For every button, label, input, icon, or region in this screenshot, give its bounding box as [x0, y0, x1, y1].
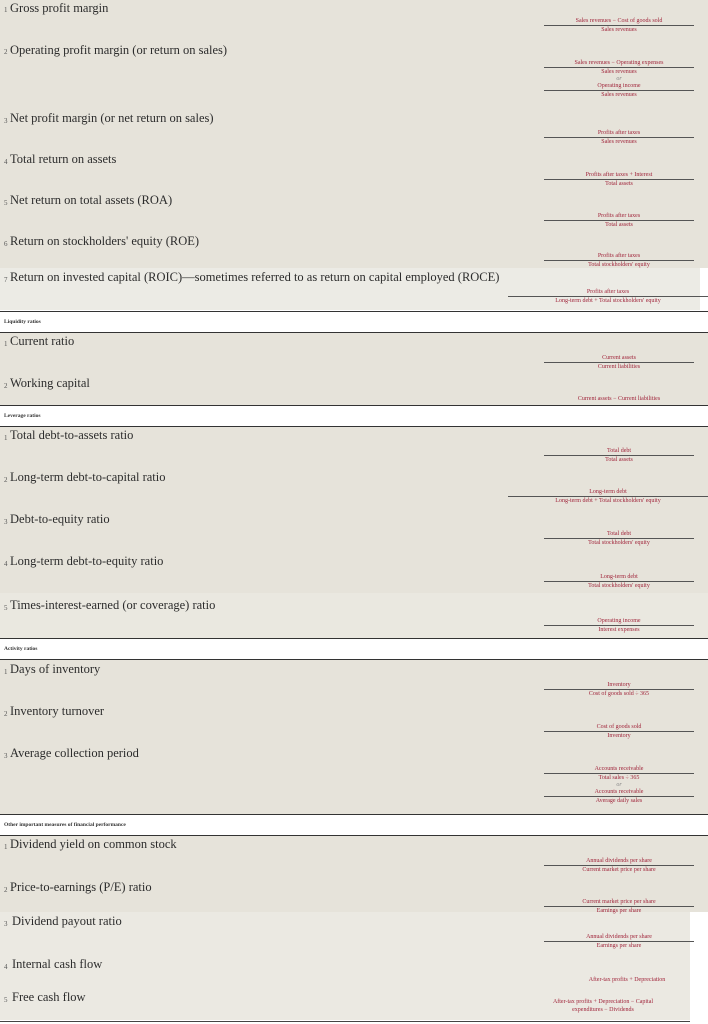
item-number: 2	[4, 382, 8, 390]
ratio-label-current-ratio: Current ratio	[10, 334, 75, 348]
ratio-label-inventory-turnover: Inventory turnover	[10, 704, 105, 718]
ratio-label-times-interest-earned: Times-interest-earned (or coverage) ratio	[10, 598, 216, 612]
ratio-label-roe: Return on stockholders' equity (ROE)	[10, 234, 200, 248]
item-number: 1	[4, 843, 8, 851]
ratio-label-net-profit-margin: Net profit margin (or net return on sales)	[10, 111, 214, 125]
formula-pe-ratio: Current market price per share Earnings per share	[544, 899, 694, 914]
item-number: 3	[4, 518, 8, 526]
section-header-activity	[0, 638, 708, 660]
formula-debt-to-assets: Total debt Total assets	[544, 448, 694, 463]
section-header-liquidity	[0, 311, 708, 333]
ratio-label-lt-debt-to-equity: Long-term debt-to-equity ratio	[10, 554, 164, 568]
ratio-label-debt-to-assets: Total debt-to-assets ratio	[10, 428, 134, 442]
item-number: 6	[4, 240, 8, 248]
formula-working-capital: Current assets − Current liabilities	[577, 396, 661, 402]
ratio-label-working-capital: Working capital	[10, 376, 90, 390]
ratio-label-pe-ratio: Price-to-earnings (P/E) ratio	[10, 880, 152, 894]
ratio-label-operating-profit-margin: Operating profit margin (or return on sales)	[10, 43, 228, 57]
item-number: 2	[4, 710, 8, 718]
item-number: 7	[4, 276, 8, 284]
formula-roa: Profits after taxes Total assets	[544, 213, 694, 228]
ratio-label-dividend-payout: Dividend payout ratio	[12, 914, 122, 928]
ratio-label-internal-cash-flow: Internal cash flow	[12, 957, 103, 971]
ratio-label-lt-debt-to-capital: Long-term debt-to-capital ratio	[10, 470, 166, 484]
formula-roic: Profits after taxes Long-term debt + Total stockholders' equity	[508, 289, 708, 304]
item-number: 4	[4, 560, 8, 568]
section-title: Leverage ratios	[4, 413, 41, 419]
item-number: 3	[4, 117, 8, 125]
item-number: 1	[4, 668, 8, 676]
formula-roe: Profits after taxes Total stockholders' equity	[544, 253, 694, 268]
ratio-label-free-cash-flow: Free cash flow	[12, 990, 86, 1004]
section-header-leverage	[0, 405, 708, 427]
ratio-label-total-return-on-assets: Total return on assets	[10, 152, 117, 166]
ratio-label-days-of-inventory: Days of inventory	[10, 662, 101, 676]
item-number: 4	[4, 963, 8, 971]
formula-internal-cash-flow: After-tax profits + Depreciation	[588, 977, 666, 983]
formula-net-profit-margin: Profits after taxes Sales revenues	[544, 130, 694, 145]
section-header-other	[0, 814, 708, 836]
formula-current-ratio: Current assets Current liabilities	[544, 355, 694, 370]
section-title: Other important measures of financial performance	[4, 822, 126, 828]
item-number: 4	[4, 158, 8, 166]
formula-operating-profit-margin: Sales revenues − Operating expenses Sales revenues or Operating income Sales revenues	[544, 60, 694, 98]
formula-lt-debt-to-equity: Long-term debt Total stockholders' equity	[544, 574, 694, 589]
item-number: 2	[4, 48, 8, 56]
formula-debt-to-equity: Total debt Total stockholders' equity	[544, 531, 694, 546]
formula-days-of-inventory: Inventory Cost of goods sold ÷ 365	[544, 682, 694, 697]
ratio-label-roa: Net return on total assets (ROA)	[10, 193, 173, 207]
ratio-label-roic: Return on invested capital (ROIC)—sometimes referred to as return on capital employed (ROCE)	[10, 270, 500, 284]
formula-lt-debt-to-capital: Long-term debt Long-term debt + Total stockholders' equity	[508, 489, 708, 504]
formula-dividend-payout: Annual dividends per share Earnings per share	[544, 934, 694, 949]
formula-dividend-yield: Annual dividends per share Current market price per share	[544, 858, 694, 873]
ratio-label-dividend-yield: Dividend yield on common stock	[10, 837, 177, 851]
item-number: 3	[4, 920, 8, 928]
formula-average-collection-period: Accounts receivable Total sales ÷ 365 or Accounts receivable Average daily sales	[544, 766, 694, 804]
formula-inventory-turnover: Cost of goods sold Inventory	[544, 724, 694, 739]
formula-free-cash-flow: After-tax profits + Depreciation − Capital expenditures − Dividends	[552, 999, 654, 1013]
section-title: Liquidity ratios	[4, 319, 41, 325]
item-number: 3	[4, 752, 8, 760]
item-number: 1	[4, 340, 8, 348]
item-number: 5	[4, 604, 8, 612]
item-number: 1	[4, 6, 8, 14]
item-number: 2	[4, 886, 8, 894]
item-number: 5	[4, 199, 8, 207]
item-number: 5	[4, 996, 8, 1004]
ratio-label-gross-profit-margin: Gross profit margin	[10, 1, 109, 15]
section-title: Activity ratios	[4, 646, 38, 652]
formula-total-return-on-assets: Profits after taxes + Interest Total assets	[544, 172, 694, 187]
ratio-label-average-collection-period: Average collection period	[10, 746, 139, 760]
item-number: 2	[4, 476, 8, 484]
formula-times-interest-earned: Operating income Interest expenses	[544, 618, 694, 633]
item-number: 1	[4, 434, 8, 442]
formula-gross-profit-margin: Sales revenues − Cost of goods sold Sales revenues	[544, 18, 694, 33]
ratio-label-debt-to-equity: Debt-to-equity ratio	[10, 512, 110, 526]
bottom-rule	[0, 1021, 690, 1022]
